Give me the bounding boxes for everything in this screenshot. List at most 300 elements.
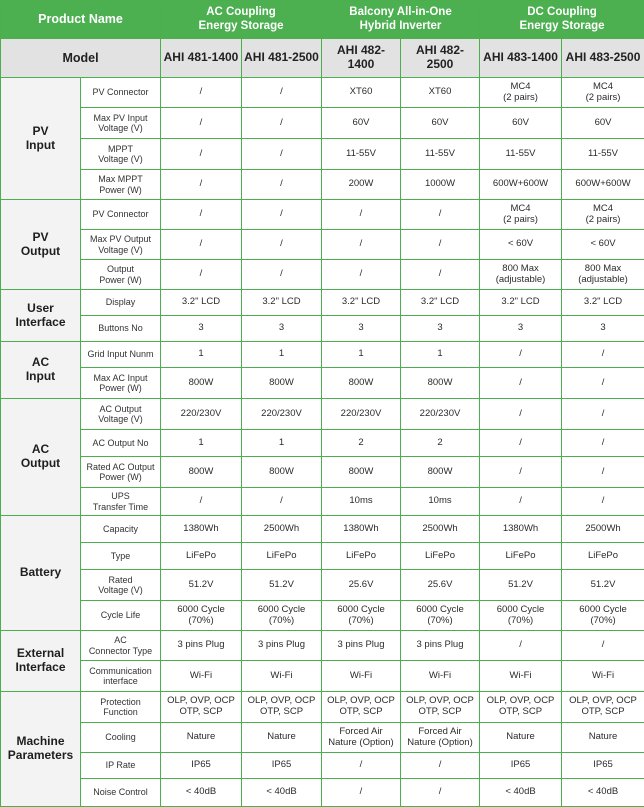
model-name: AHI 483-1400 — [480, 39, 562, 78]
value-cell — [562, 342, 644, 368]
value-line: OTP, SCP — [564, 707, 642, 718]
param-line: AC Output — [83, 404, 158, 414]
value-line: / — [564, 496, 642, 507]
value-cell — [322, 692, 401, 723]
value-line: Wi-Fi — [482, 671, 559, 682]
value-line: Wi-Fi — [324, 671, 398, 682]
value-cell — [562, 290, 644, 316]
value-line: (70%) — [403, 616, 477, 627]
spec-row — [1, 430, 644, 457]
value-line: / — [482, 378, 559, 389]
spec-row — [1, 290, 644, 316]
value-line: 3 — [564, 323, 642, 334]
param-line: MPPT — [83, 144, 158, 154]
value-line: / — [564, 467, 642, 478]
param-label — [81, 753, 161, 779]
value-cell — [242, 692, 322, 723]
value-line: (2 pairs) — [564, 93, 642, 104]
category-line: Battery — [3, 566, 78, 580]
value-cell — [401, 316, 480, 342]
value-cell — [242, 368, 322, 399]
value-cell — [322, 368, 401, 399]
value-line: 11-55V — [403, 149, 477, 160]
value-cell — [401, 516, 480, 543]
value-line: 220/230V — [163, 409, 239, 420]
spec-row — [1, 692, 644, 723]
value-cell — [322, 631, 401, 661]
value-cell — [242, 170, 322, 200]
value-cell — [480, 78, 562, 108]
value-cell — [161, 488, 242, 516]
value-cell — [161, 342, 242, 368]
value-cell — [161, 601, 242, 631]
value-cell — [242, 457, 322, 488]
value-line: 10ms — [324, 496, 398, 507]
value-cell — [401, 430, 480, 457]
value-cell — [562, 430, 644, 457]
category-line: External — [3, 647, 78, 661]
param-line: Grid Input Nunm — [83, 349, 158, 359]
value-cell — [242, 753, 322, 779]
value-line: 6000 Cycle — [564, 605, 642, 616]
value-line: 800 Max — [482, 264, 559, 275]
param-label — [81, 316, 161, 342]
value-cell — [401, 139, 480, 170]
value-cell — [242, 316, 322, 342]
category-line: AC — [3, 443, 78, 457]
value-cell — [161, 230, 242, 260]
product-name-header: Product Name — [1, 1, 161, 39]
value-line: 1380Wh — [482, 524, 559, 535]
value-cell — [480, 601, 562, 631]
value-cell — [401, 631, 480, 661]
value-cell — [401, 488, 480, 516]
value-cell — [562, 139, 644, 170]
value-line: Nature (Option) — [403, 738, 477, 749]
value-cell — [161, 368, 242, 399]
value-line: / — [244, 118, 319, 129]
param-line: Max MPPT — [83, 174, 158, 184]
value-line: / — [403, 239, 477, 250]
value-cell — [161, 108, 242, 139]
value-cell — [480, 368, 562, 399]
value-line: 600W+600W — [482, 179, 559, 190]
param-line: Cycle Life — [83, 610, 158, 620]
value-line: MC4 — [482, 204, 559, 215]
value-cell — [562, 316, 644, 342]
value-line: OTP, SCP — [482, 707, 559, 718]
param-line: Function — [83, 707, 158, 717]
value-cell — [242, 661, 322, 692]
value-cell — [161, 692, 242, 723]
value-line: 6000 Cycle — [244, 605, 319, 616]
spec-row — [1, 108, 644, 139]
value-line: Nature — [564, 732, 642, 743]
param-line: AC Output No — [83, 438, 158, 448]
value-line: OTP, SCP — [163, 707, 239, 718]
spec-row — [1, 78, 644, 108]
value-cell — [161, 543, 242, 570]
param-label — [81, 139, 161, 170]
value-line: XT60 — [403, 87, 477, 98]
value-cell — [562, 368, 644, 399]
value-line: / — [564, 349, 642, 360]
category-ac-input — [1, 342, 81, 399]
model-name: AHI 481-1400 — [161, 39, 242, 78]
value-line: 1 — [163, 438, 239, 449]
value-cell — [322, 139, 401, 170]
value-line: 60V — [482, 118, 559, 129]
value-cell — [401, 601, 480, 631]
param-line: PV Connector — [83, 87, 158, 97]
value-line: / — [163, 87, 239, 98]
value-line: 2500Wh — [244, 524, 319, 535]
value-cell — [562, 570, 644, 601]
value-line: / — [564, 378, 642, 389]
value-cell — [480, 779, 562, 807]
value-cell — [322, 290, 401, 316]
value-line: 1380Wh — [163, 524, 239, 535]
value-cell — [401, 108, 480, 139]
value-line: 1380Wh — [324, 524, 398, 535]
value-cell — [401, 692, 480, 723]
header-line: AC Coupling — [163, 6, 319, 19]
value-cell — [242, 108, 322, 139]
value-line: 3.2" LCD — [564, 297, 642, 308]
dc-coupling-header — [480, 1, 644, 39]
value-line: < 40dB — [163, 787, 239, 798]
param-label — [81, 723, 161, 753]
value-cell — [562, 753, 644, 779]
value-line: OTP, SCP — [244, 707, 319, 718]
value-cell — [161, 430, 242, 457]
value-cell — [161, 316, 242, 342]
param-line: Voltage (V) — [83, 123, 158, 133]
value-cell — [242, 342, 322, 368]
value-line: / — [244, 87, 319, 98]
value-line: / — [163, 209, 239, 220]
value-line: / — [403, 269, 477, 280]
value-line: / — [244, 149, 319, 160]
param-line: Power (W) — [83, 383, 158, 393]
value-line: / — [324, 787, 398, 798]
value-line: 10ms — [403, 496, 477, 507]
value-line: 60V — [324, 118, 398, 129]
value-cell — [322, 753, 401, 779]
value-cell — [322, 108, 401, 139]
value-cell — [401, 570, 480, 601]
spec-row — [1, 399, 644, 430]
value-line: LiFePo — [163, 551, 239, 562]
value-line: 220/230V — [324, 409, 398, 420]
param-line: Communication — [83, 666, 158, 676]
param-line: Connector Type — [83, 646, 158, 656]
value-cell — [322, 342, 401, 368]
value-cell — [401, 230, 480, 260]
category-line: Input — [3, 139, 78, 153]
value-line: / — [244, 239, 319, 250]
value-line: Wi-Fi — [564, 671, 642, 682]
model-label: Model — [1, 39, 161, 78]
value-cell — [242, 601, 322, 631]
value-cell — [562, 516, 644, 543]
value-cell — [562, 488, 644, 516]
value-line: / — [482, 496, 559, 507]
spec-row — [1, 723, 644, 753]
value-line: OTP, SCP — [324, 707, 398, 718]
param-line: PV Connector — [83, 209, 158, 219]
param-line: Display — [83, 297, 158, 307]
value-line: OLP, OVP, OCP — [324, 696, 398, 707]
value-line: / — [163, 118, 239, 129]
value-line: / — [403, 760, 477, 771]
value-line: 1 — [244, 349, 319, 360]
value-line: 2 — [403, 438, 477, 449]
value-line: OLP, OVP, OCP — [564, 696, 642, 707]
value-line: OLP, OVP, OCP — [163, 696, 239, 707]
value-cell — [562, 779, 644, 807]
value-line: < 40dB — [564, 787, 642, 798]
param-label — [81, 368, 161, 399]
param-label — [81, 399, 161, 430]
value-line: 3 — [324, 323, 398, 334]
value-line: 11-55V — [564, 149, 642, 160]
value-cell — [322, 516, 401, 543]
value-line: XT60 — [324, 87, 398, 98]
value-cell — [562, 230, 644, 260]
value-cell — [401, 290, 480, 316]
value-cell — [480, 516, 562, 543]
value-line: 51.2V — [564, 580, 642, 591]
category-pv-input — [1, 78, 81, 200]
model-row — [1, 39, 644, 78]
value-cell — [161, 399, 242, 430]
category-line: Output — [3, 457, 78, 471]
value-line: < 40dB — [482, 787, 559, 798]
value-line: (70%) — [564, 616, 642, 627]
category-user-interface — [1, 290, 81, 342]
value-line: 800W — [324, 467, 398, 478]
value-cell — [161, 631, 242, 661]
header-line: Energy Storage — [163, 20, 319, 33]
param-line: Output — [83, 264, 158, 274]
param-label — [81, 601, 161, 631]
param-line: Power (W) — [83, 472, 158, 482]
value-line: 3 — [403, 323, 477, 334]
spec-row — [1, 631, 644, 661]
spec-row — [1, 779, 644, 807]
spec-row — [1, 170, 644, 200]
value-line: (70%) — [482, 616, 559, 627]
value-cell — [401, 260, 480, 290]
spec-row — [1, 230, 644, 260]
param-line: Rated AC Output — [83, 462, 158, 472]
value-cell — [562, 108, 644, 139]
value-line: 3 pins Plug — [244, 640, 319, 651]
value-line: LiFePo — [564, 551, 642, 562]
value-cell — [161, 170, 242, 200]
value-cell — [480, 661, 562, 692]
spec-row — [1, 139, 644, 170]
value-cell — [480, 570, 562, 601]
value-line: / — [324, 269, 398, 280]
value-line: 60V — [564, 118, 642, 129]
value-cell — [161, 200, 242, 230]
value-cell — [562, 601, 644, 631]
param-label — [81, 631, 161, 661]
value-line: OLP, OVP, OCP — [482, 696, 559, 707]
value-cell — [562, 399, 644, 430]
spec-row — [1, 368, 644, 399]
value-line: / — [163, 149, 239, 160]
spec-row — [1, 200, 644, 230]
value-line: IP65 — [482, 760, 559, 771]
param-label — [81, 457, 161, 488]
value-line: 800W — [163, 467, 239, 478]
value-cell — [322, 723, 401, 753]
value-cell — [480, 342, 562, 368]
value-line: 51.2V — [244, 580, 319, 591]
spec-row — [1, 316, 644, 342]
value-cell — [480, 753, 562, 779]
category-line: Interface — [3, 661, 78, 675]
spec-row — [1, 601, 644, 631]
spec-row — [1, 661, 644, 692]
value-line: / — [244, 209, 319, 220]
value-line: 11-55V — [324, 149, 398, 160]
value-line: 60V — [403, 118, 477, 129]
category-line: Parameters — [3, 749, 78, 763]
value-line: / — [482, 409, 559, 420]
param-label — [81, 108, 161, 139]
param-line: Power (W) — [83, 275, 158, 285]
spec-row — [1, 488, 644, 516]
value-line: (2 pairs) — [564, 215, 642, 226]
value-cell — [242, 230, 322, 260]
value-line: Forced Air — [324, 727, 398, 738]
value-cell — [322, 200, 401, 230]
value-line: 3 — [163, 323, 239, 334]
value-line: (adjustable) — [482, 275, 559, 286]
value-cell — [161, 723, 242, 753]
value-line: 6000 Cycle — [163, 605, 239, 616]
category-line: PV — [3, 125, 78, 139]
value-line: Nature (Option) — [324, 738, 398, 749]
value-cell — [480, 692, 562, 723]
value-cell — [161, 570, 242, 601]
value-line: 1 — [244, 438, 319, 449]
value-cell — [242, 516, 322, 543]
value-line: / — [564, 409, 642, 420]
value-cell — [242, 260, 322, 290]
value-cell — [322, 543, 401, 570]
value-cell — [161, 457, 242, 488]
value-line: 220/230V — [403, 409, 477, 420]
value-cell — [322, 260, 401, 290]
value-line: / — [403, 209, 477, 220]
param-label — [81, 779, 161, 807]
value-cell — [242, 399, 322, 430]
value-line: Forced Air — [403, 727, 477, 738]
ac-coupling-header — [161, 1, 322, 39]
category-ac-output — [1, 399, 81, 516]
value-cell — [242, 430, 322, 457]
value-line: 2 — [324, 438, 398, 449]
param-line: Voltage (V) — [83, 585, 158, 595]
value-cell — [322, 661, 401, 692]
value-line: OLP, OVP, OCP — [244, 696, 319, 707]
value-cell — [401, 723, 480, 753]
value-line: 3.2" LCD — [324, 297, 398, 308]
value-cell — [242, 779, 322, 807]
category-line: Machine — [3, 735, 78, 749]
spec-row — [1, 516, 644, 543]
value-cell — [480, 260, 562, 290]
value-cell — [480, 723, 562, 753]
value-cell — [322, 230, 401, 260]
value-cell — [562, 200, 644, 230]
value-cell — [242, 543, 322, 570]
value-line: 800W — [324, 378, 398, 389]
value-line: (70%) — [163, 616, 239, 627]
model-name: AHI 482-2500 — [401, 39, 480, 78]
param-label — [81, 516, 161, 543]
param-line: Rated — [83, 575, 158, 585]
value-line: MC4 — [564, 204, 642, 215]
value-line: 51.2V — [163, 580, 239, 591]
value-cell — [562, 631, 644, 661]
spec-row — [1, 342, 644, 368]
value-cell — [161, 139, 242, 170]
value-line: IP65 — [564, 760, 642, 771]
value-cell — [480, 631, 562, 661]
value-cell — [401, 779, 480, 807]
value-line: 6000 Cycle — [403, 605, 477, 616]
value-cell — [480, 108, 562, 139]
value-line: LiFePo — [403, 551, 477, 562]
value-cell — [562, 543, 644, 570]
value-cell — [242, 290, 322, 316]
value-cell — [401, 399, 480, 430]
category-battery — [1, 516, 81, 631]
header-row — [1, 1, 644, 39]
param-line: Voltage (V) — [83, 245, 158, 255]
value-cell — [562, 78, 644, 108]
value-line: 3 — [244, 323, 319, 334]
value-cell — [401, 200, 480, 230]
param-label — [81, 290, 161, 316]
value-cell — [562, 170, 644, 200]
value-cell — [322, 779, 401, 807]
value-cell — [480, 170, 562, 200]
value-line: 51.2V — [482, 580, 559, 591]
value-cell — [401, 342, 480, 368]
category-line: AC — [3, 356, 78, 370]
value-cell — [161, 78, 242, 108]
param-label — [81, 661, 161, 692]
value-line: / — [482, 467, 559, 478]
value-line: 1000W — [403, 179, 477, 190]
value-cell — [242, 488, 322, 516]
value-line: 800W — [244, 467, 319, 478]
value-line: / — [482, 438, 559, 449]
value-cell — [322, 457, 401, 488]
param-label — [81, 170, 161, 200]
value-cell — [562, 723, 644, 753]
spec-row — [1, 753, 644, 779]
value-cell — [480, 457, 562, 488]
spec-row — [1, 260, 644, 290]
